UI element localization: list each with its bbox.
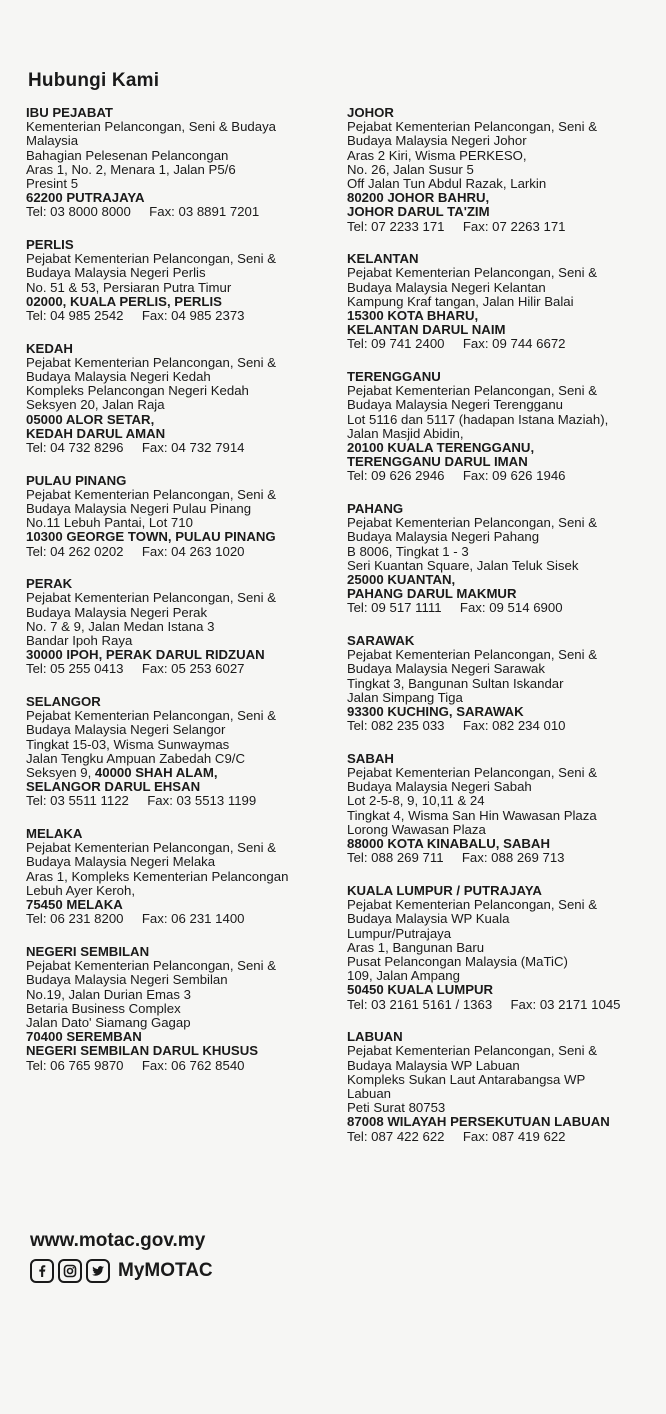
address-line: Kementerian Pelancongan, Seni & Budaya bbox=[26, 119, 277, 135]
address-line: Labuan bbox=[347, 1085, 392, 1101]
contact-numbers: Tel: 07 2233 171 Fax: 07 2263 171 bbox=[347, 218, 566, 234]
address-line: Budaya Malaysia Negeri Johor bbox=[347, 133, 527, 149]
address-line: Pejabat Kementerian Pelancongan, Seni & bbox=[347, 265, 598, 281]
address-line: No.19, Jalan Durian Emas 3 bbox=[26, 986, 191, 1002]
contact-numbers: Tel: 04 732 8296 Fax: 04 732 7914 bbox=[26, 440, 245, 456]
address-line: Pejabat Kementerian Pelancongan, Seni & bbox=[347, 515, 598, 531]
contact-numbers: Tel: 04 262 0202 Fax: 04 263 1020 bbox=[26, 543, 245, 559]
address-line: 88000 KOTA KINABALU, SABAH bbox=[347, 836, 550, 852]
address-line: KEDAH DARUL AMAN bbox=[26, 425, 166, 441]
address-line: 87008 WILAYAH PERSEKUTUAN LABUAN bbox=[347, 1114, 610, 1130]
office-name: LABUAN bbox=[347, 1029, 403, 1045]
address-line: 50450 KUALA LUMPUR bbox=[347, 982, 494, 998]
office-block bbox=[347, 752, 657, 866]
address-line: TERENGGANU DARUL IMAN bbox=[347, 454, 528, 470]
address-line: Lot 2-5-8, 9, 10,11 & 24 bbox=[347, 793, 485, 809]
address-line: 93300 KUCHING, SARAWAK bbox=[347, 704, 524, 720]
address-line: Pusat Pelancongan Malaysia (MaTiC) bbox=[347, 953, 568, 969]
address-line: Budaya Malaysia Negeri Sabah bbox=[347, 779, 532, 795]
address-line: Bahagian Pelesenan Pelancongan bbox=[26, 147, 229, 163]
address-line: Aras 2 Kiri, Wisma PERKESO, bbox=[347, 147, 527, 163]
address-line: Kampung Kraf tangan, Jalan Hilir Balai bbox=[347, 293, 574, 309]
contact-numbers: Tel: 082 235 033 Fax: 082 234 010 bbox=[347, 718, 566, 734]
office-name: NEGERI SEMBILAN bbox=[26, 943, 150, 959]
address-line: Budaya Malaysia Negeri Melaka bbox=[26, 854, 216, 870]
address-line: Bandar Ipoh Raya bbox=[26, 633, 133, 649]
address-line: No. 51 & 53, Persiaran Putra Timur bbox=[26, 279, 232, 295]
address-line: 05000 ALOR SETAR, bbox=[26, 411, 155, 427]
address-line: 109, Jalan Ampang bbox=[347, 968, 460, 984]
address-line: Malaysia bbox=[26, 133, 79, 149]
address-line: Aras 1, Bangunan Baru bbox=[347, 939, 485, 955]
address-line: Lot 5116 dan 5117 (hadapan Istana Maziah), bbox=[347, 411, 609, 427]
address-line: Budaya Malaysia Negeri Pulau Pinang bbox=[26, 501, 252, 517]
office-name: KELANTAN bbox=[347, 251, 419, 267]
social-links bbox=[30, 1259, 213, 1283]
address-line: Kompleks Pelancongan Negeri Kedah bbox=[26, 383, 249, 399]
address-line: Aras 1, Kompleks Kementerian Pelancongan bbox=[26, 868, 289, 884]
contact-numbers: Tel: 09 626 2946 Fax: 09 626 1946 bbox=[347, 468, 566, 484]
address-line: Seri Kuantan Square, Jalan Teluk Sisek bbox=[347, 557, 579, 573]
office-block bbox=[26, 238, 336, 323]
address-line: Lebuh Ayer Keroh, bbox=[26, 882, 136, 898]
office-name: SARAWAK bbox=[347, 633, 415, 649]
office-block bbox=[347, 502, 657, 616]
office-name: SELANGOR bbox=[26, 694, 101, 710]
address-line: 80200 JOHOR BAHRU, bbox=[347, 190, 490, 206]
office-block bbox=[347, 252, 657, 351]
address-line: Betaria Business Complex bbox=[26, 1000, 181, 1016]
address-line: Budaya Malaysia Negeri Perlis bbox=[26, 265, 206, 281]
office-name: PERLIS bbox=[26, 237, 74, 253]
address-line: Budaya Malaysia Negeri Sarawak bbox=[347, 661, 545, 677]
address-line: Peti Surat 80753 bbox=[347, 1100, 446, 1116]
address-line: Tingkat 3, Bangunan Sultan Iskandar bbox=[347, 675, 564, 691]
address-line: Pejabat Kementerian Pelancongan, Seni & bbox=[26, 251, 277, 267]
address-line: Jalan Dato' Siamang Gagap bbox=[26, 1014, 191, 1030]
address-line: SELANGOR DARUL EHSAN bbox=[26, 779, 201, 795]
address-line: Pejabat Kementerian Pelancongan, Seni & bbox=[26, 354, 277, 370]
address-line: Budaya Malaysia Negeri Kedah bbox=[26, 369, 211, 385]
office-block bbox=[26, 342, 336, 456]
address-line: Pejabat Kementerian Pelancongan, Seni & bbox=[347, 897, 598, 913]
address-line: PAHANG DARUL MAKMUR bbox=[347, 586, 517, 602]
address-line: 02000, KUALA PERLIS, PERLIS bbox=[26, 293, 222, 309]
address-postcode: 40000 SHAH ALAM, bbox=[94, 765, 218, 781]
address-line: Budaya Malaysia Negeri Pahang bbox=[347, 529, 540, 545]
address-line: B 8006, Tingkat 1 - 3 bbox=[347, 543, 469, 559]
address-line: Pejabat Kementerian Pelancongan, Seni & bbox=[26, 590, 277, 606]
address-line: Jalan Masjid Abidin, bbox=[347, 425, 464, 441]
address-line: JOHOR DARUL TA'ZIM bbox=[347, 204, 490, 220]
address-line: Pejabat Kementerian Pelancongan, Seni & bbox=[347, 383, 598, 399]
address-line: 70400 SEREMBAN bbox=[26, 1029, 142, 1045]
address-line: Tingkat 15-03, Wisma Sunwaymas bbox=[26, 736, 230, 752]
address-line: Pejabat Kementerian Pelancongan, Seni & bbox=[26, 486, 277, 502]
address-line: No. 26, Jalan Susur 5 bbox=[347, 161, 474, 177]
office-block bbox=[347, 370, 657, 484]
office-block bbox=[347, 106, 657, 234]
office-name: PERAK bbox=[26, 576, 73, 592]
address-line: Off Jalan Tun Abdul Razak, Larkin bbox=[347, 176, 547, 192]
address-line: Lorong Wawasan Plaza bbox=[347, 821, 486, 837]
contact-numbers: Tel: 09 517 1111 Fax: 09 514 6900 bbox=[347, 600, 563, 616]
office-name: KEDAH bbox=[26, 340, 73, 356]
address-line: Budaya Malaysia Negeri Kelantan bbox=[347, 279, 546, 295]
left-column bbox=[26, 106, 336, 1091]
address-line: 15300 KOTA BHARU, bbox=[347, 308, 479, 324]
contact-numbers: Tel: 03 2161 5161 / 1363 Fax: 03 2171 1045 bbox=[347, 996, 621, 1012]
facebook-icon[interactable] bbox=[30, 1259, 54, 1283]
office-block bbox=[347, 884, 657, 1012]
address-line bbox=[26, 766, 336, 780]
contact-numbers: Tel: 05 255 0413 Fax: 05 253 6027 bbox=[26, 661, 245, 677]
address-line: Jalan Tengku Ampuan Zabedah C9/C bbox=[26, 750, 245, 766]
office-block bbox=[26, 827, 336, 926]
address-line: Budaya Malaysia Negeri Terengganu bbox=[347, 397, 564, 413]
office-name: MELAKA bbox=[26, 826, 83, 842]
address-text: Seksyen 9, bbox=[26, 765, 95, 781]
address-line: Pejabat Kementerian Pelancongan, Seni & bbox=[26, 958, 277, 974]
address-line: Tingkat 4, Wisma San Hin Wawasan Plaza bbox=[347, 807, 597, 823]
address-line: Lumpur/Putrajaya bbox=[347, 925, 452, 941]
address-line: 10300 GEORGE TOWN, PULAU PINANG bbox=[26, 529, 276, 545]
contact-numbers: Tel: 09 741 2400 Fax: 09 744 6672 bbox=[347, 336, 566, 352]
office-block bbox=[26, 945, 336, 1073]
address-line: Pejabat Kementerian Pelancongan, Seni & bbox=[347, 1043, 598, 1059]
address-line: Budaya Malaysia WP Labuan bbox=[347, 1057, 520, 1073]
contact-numbers: Tel: 088 269 711 Fax: 088 269 713 bbox=[347, 850, 565, 866]
office-block bbox=[26, 695, 336, 809]
address-line: KELANTAN DARUL NAIM bbox=[347, 322, 506, 338]
address-line: Pejabat Kementerian Pelancongan, Seni & bbox=[347, 119, 598, 135]
office-name: JOHOR bbox=[347, 105, 394, 120]
contact-numbers: Tel: 03 8000 8000 Fax: 03 8891 7201 bbox=[26, 204, 260, 220]
address-line: Pejabat Kementerian Pelancongan, Seni & bbox=[26, 708, 277, 724]
office-name: PAHANG bbox=[347, 501, 404, 517]
website-link[interactable]: www.motac.gov.my bbox=[30, 1230, 206, 1251]
address-line: Budaya Malaysia Negeri Sembilan bbox=[26, 972, 228, 988]
address-line: No. 7 & 9, Jalan Medan Istana 3 bbox=[26, 618, 215, 634]
address-line: Pejabat Kementerian Pelancongan, Seni & bbox=[26, 840, 277, 856]
address-line: NEGERI SEMBILAN DARUL KHUSUS bbox=[26, 1043, 259, 1059]
address-line: Budaya Malaysia Negeri Selangor bbox=[26, 722, 226, 738]
office-name: IBU PEJABAT bbox=[26, 105, 113, 120]
address-line: 62200 PUTRAJAYA bbox=[26, 190, 145, 206]
address-line: Presint 5 bbox=[26, 176, 79, 192]
office-block bbox=[26, 577, 336, 676]
office-block bbox=[26, 474, 336, 559]
address-line: Seksyen 20, Jalan Raja bbox=[26, 397, 165, 413]
address-line: 25000 KUANTAN, bbox=[347, 572, 456, 588]
address-line: Aras 1, No. 2, Menara 1, Jalan P5/6 bbox=[26, 161, 236, 177]
office-block bbox=[26, 106, 336, 220]
contact-numbers: Tel: 06 231 8200 Fax: 06 231 1400 bbox=[26, 911, 245, 927]
address-line: 75450 MELAKA bbox=[26, 897, 123, 913]
office-name: PULAU PINANG bbox=[26, 472, 127, 488]
contact-numbers: Tel: 087 422 622 Fax: 087 419 622 bbox=[347, 1128, 566, 1144]
instagram-icon[interactable] bbox=[58, 1259, 82, 1283]
page-title: Hubungi Kami bbox=[28, 70, 160, 91]
address-line: Budaya Malaysia WP Kuala bbox=[347, 911, 510, 927]
contact-numbers: Tel: 06 765 9870 Fax: 06 762 8540 bbox=[26, 1057, 245, 1073]
contact-numbers: Tel: 04 985 2542 Fax: 04 985 2373 bbox=[26, 308, 245, 324]
address-line: Jalan Simpang Tiga bbox=[347, 689, 463, 705]
office-name: TERENGGANU bbox=[347, 369, 441, 385]
address-line: Pejabat Kementerian Pelancongan, Seni & bbox=[347, 647, 598, 663]
office-block bbox=[347, 634, 657, 733]
office-name: KUALA LUMPUR / PUTRAJAYA bbox=[347, 882, 542, 898]
address-line: 20100 KUALA TERENGGANU, bbox=[347, 440, 535, 456]
twitter-icon[interactable] bbox=[86, 1259, 110, 1283]
address-line: Kompleks Sukan Laut Antarabangsa WP bbox=[347, 1071, 586, 1087]
address-line: No.11 Lebuh Pantai, Lot 710 bbox=[26, 515, 193, 531]
address-line: 30000 IPOH, PERAK DARUL RIDZUAN bbox=[26, 647, 265, 663]
social-handle: MyMOTAC bbox=[118, 1260, 213, 1281]
address-line: Pejabat Kementerian Pelancongan, Seni & bbox=[347, 765, 598, 781]
contact-numbers: Tel: 03 5511 1122 Fax: 03 5513 1199 bbox=[26, 793, 257, 809]
office-block bbox=[347, 1030, 657, 1144]
address-line: Budaya Malaysia Negeri Perak bbox=[26, 604, 208, 620]
right-column bbox=[347, 106, 657, 1162]
office-name: SABAH bbox=[347, 750, 394, 766]
